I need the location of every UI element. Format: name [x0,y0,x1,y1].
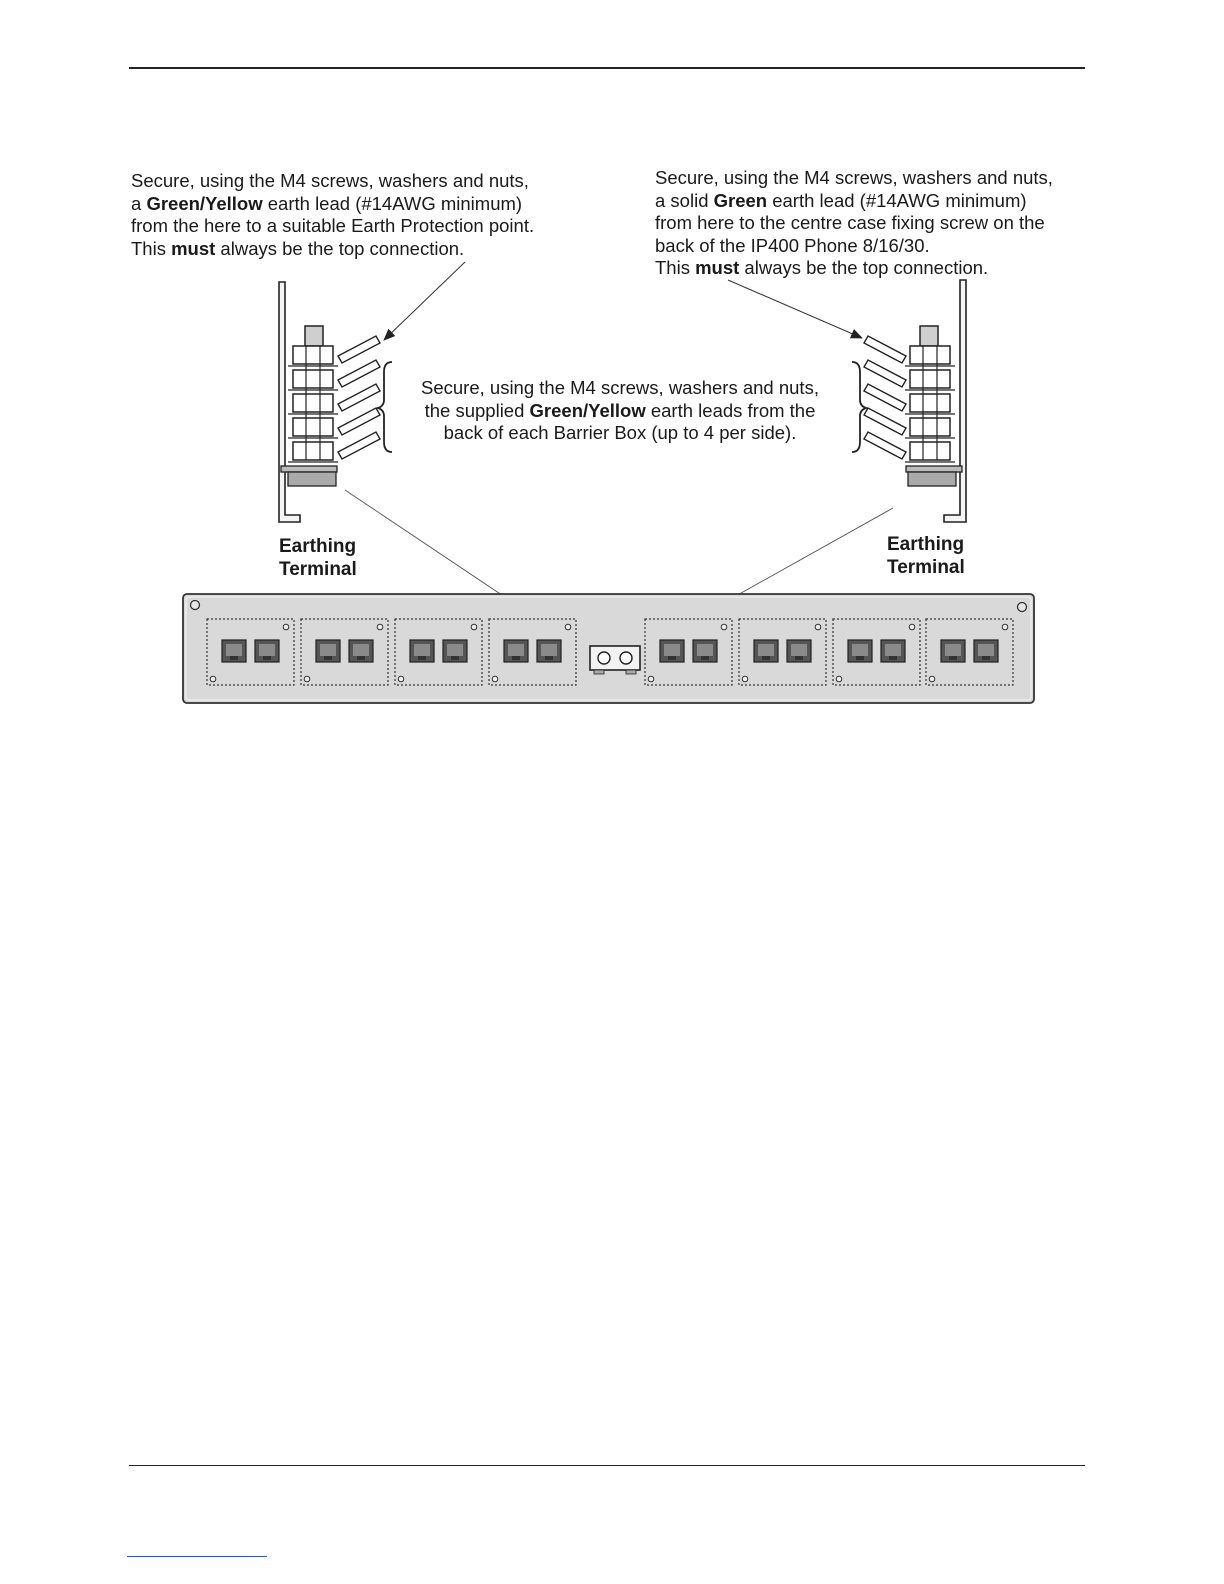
right-earthing-terminal-label: Earthing Terminal [887,534,965,578]
rj45-port [787,640,811,662]
rj45-port [222,640,246,662]
footer-rule [129,1465,1085,1466]
panel-screw-right [1018,603,1027,612]
left-top-lead-arrow [384,262,465,340]
right-earthing-terminal [852,280,966,522]
panel-screw-left [191,601,200,610]
left-earth-instructions: Secure, using the M4 screws, washers and nuts, a Green/Yellow earth lead (#14AWG minimum) from the here to a suitable Earth Protection point. This must always be the top connection. [131,170,535,259]
rj45-port [410,640,434,662]
rj45-port [316,640,340,662]
rj45-port [754,640,778,662]
left-nut-stack [293,346,333,460]
rj45-port [974,640,998,662]
footer-link-underline[interactable] [127,1556,267,1557]
panel-centre-earth-terminal [590,646,640,674]
right-earth-instructions: Secure, using the M4 screws, washers and nuts, a solid Green earth lead (#14AWG minimum) from here to the centre case fixing screw on the back of the IP400 Phone 8/16/30. This must always be the top connection. [655,167,1053,278]
left-earth-leads [338,336,380,459]
left-earthing-terminal-label: Earthing Terminal [279,536,357,580]
rj45-port [255,640,279,662]
right-nut-stack [910,346,950,460]
rj45-port [881,640,905,662]
right-top-lead-arrow [728,280,862,338]
rj45-port [941,640,965,662]
rj45-port [504,640,528,662]
right-earth-leads [864,336,906,459]
barrier-box-lead-instructions: Secure, using the M4 screws, washers and nuts, the supplied Green/Yellow earth leads from the back of each Barrier Box (up to 4 per side). [421,377,819,443]
rj45-port [349,640,373,662]
rj45-port [693,640,717,662]
rj45-port [443,640,467,662]
rj45-port [660,640,684,662]
left-earthing-terminal [279,282,392,522]
barrier-panel [183,594,1034,703]
rj45-port [537,640,561,662]
rj45-port [848,640,872,662]
